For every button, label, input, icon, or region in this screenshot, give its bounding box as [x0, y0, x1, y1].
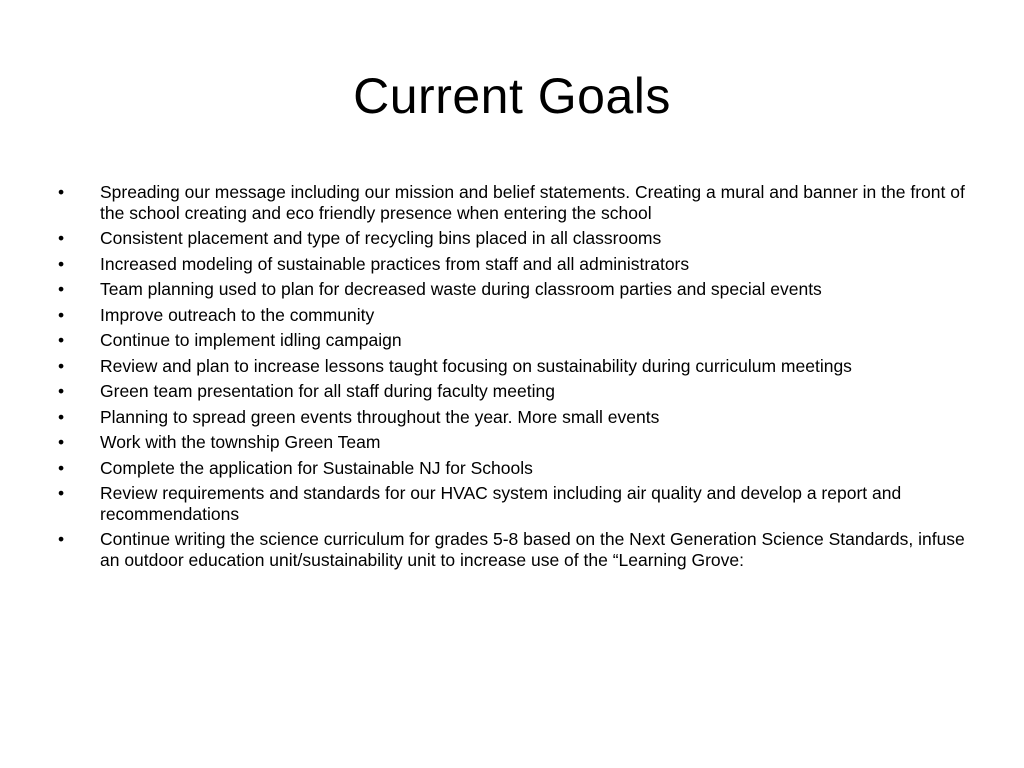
list-item-text: Continue writing the science curriculum for grades 5-8 based on the Next Generation Science Standards, infuse an outdoor education unit/sustainability unit to increase use of the “Learning Grove:	[100, 529, 965, 570]
list-item	[58, 432, 970, 453]
list-item-text: Work with the township Green Team	[100, 432, 381, 452]
slide-title: Current Goals	[353, 68, 671, 124]
list-item	[58, 279, 970, 300]
list-item	[58, 407, 970, 428]
bullet-icon: •	[58, 483, 65, 503]
list-item-text: Spreading our message including our mission and belief statements. Creating a mural and banner in the front of the school creating and eco friendly presence when entering the school	[100, 182, 965, 223]
bullet-icon: •	[58, 381, 65, 401]
goals-list	[58, 182, 970, 575]
bullet-icon: •	[58, 304, 65, 325]
bullet-icon: •	[58, 406, 65, 427]
list-item-text: Review requirements and standards for our HVAC system including air quality and develop a report and recommendations	[100, 483, 902, 524]
list-item	[58, 458, 970, 479]
list-item	[58, 228, 970, 249]
bullet-icon: •	[58, 457, 65, 478]
list-item-text: Continue to implement idling campaign	[100, 330, 402, 350]
list-item	[58, 529, 970, 570]
bullet-icon: •	[58, 182, 65, 202]
list-item-text: Green team presentation for all staff during faculty meeting	[100, 381, 555, 401]
list-item	[58, 305, 970, 326]
bullet-icon: •	[58, 529, 65, 549]
bullet-icon: •	[58, 253, 65, 274]
list-item	[58, 182, 970, 223]
list-item-text: Improve outreach to the community	[100, 304, 375, 325]
list-item	[58, 330, 970, 351]
list-item	[58, 381, 970, 402]
list-item-text: Complete the application for Sustainable NJ for Schools	[100, 457, 533, 478]
list-item-text: Team planning used to plan for decreased waste during classroom parties and special events	[100, 279, 822, 299]
bullet-icon: •	[58, 330, 65, 350]
bullet-icon: •	[58, 228, 65, 248]
list-item	[58, 356, 970, 377]
bullet-icon: •	[58, 355, 65, 376]
list-item	[58, 483, 970, 524]
list-item-text: Consistent placement and type of recycling bins placed in all classrooms	[100, 228, 662, 248]
bullet-icon: •	[58, 279, 65, 299]
list-item-text: Review and plan to increase lessons taught focusing on sustainability during curriculum meetings	[100, 355, 852, 376]
list-item-text: Increased modeling of sustainable practices from staff and all administrators	[100, 253, 690, 274]
list-item	[58, 254, 970, 275]
bullet-icon: •	[58, 432, 65, 452]
list-item-text: Planning to spread green events throughout the year. More small events	[100, 406, 660, 427]
